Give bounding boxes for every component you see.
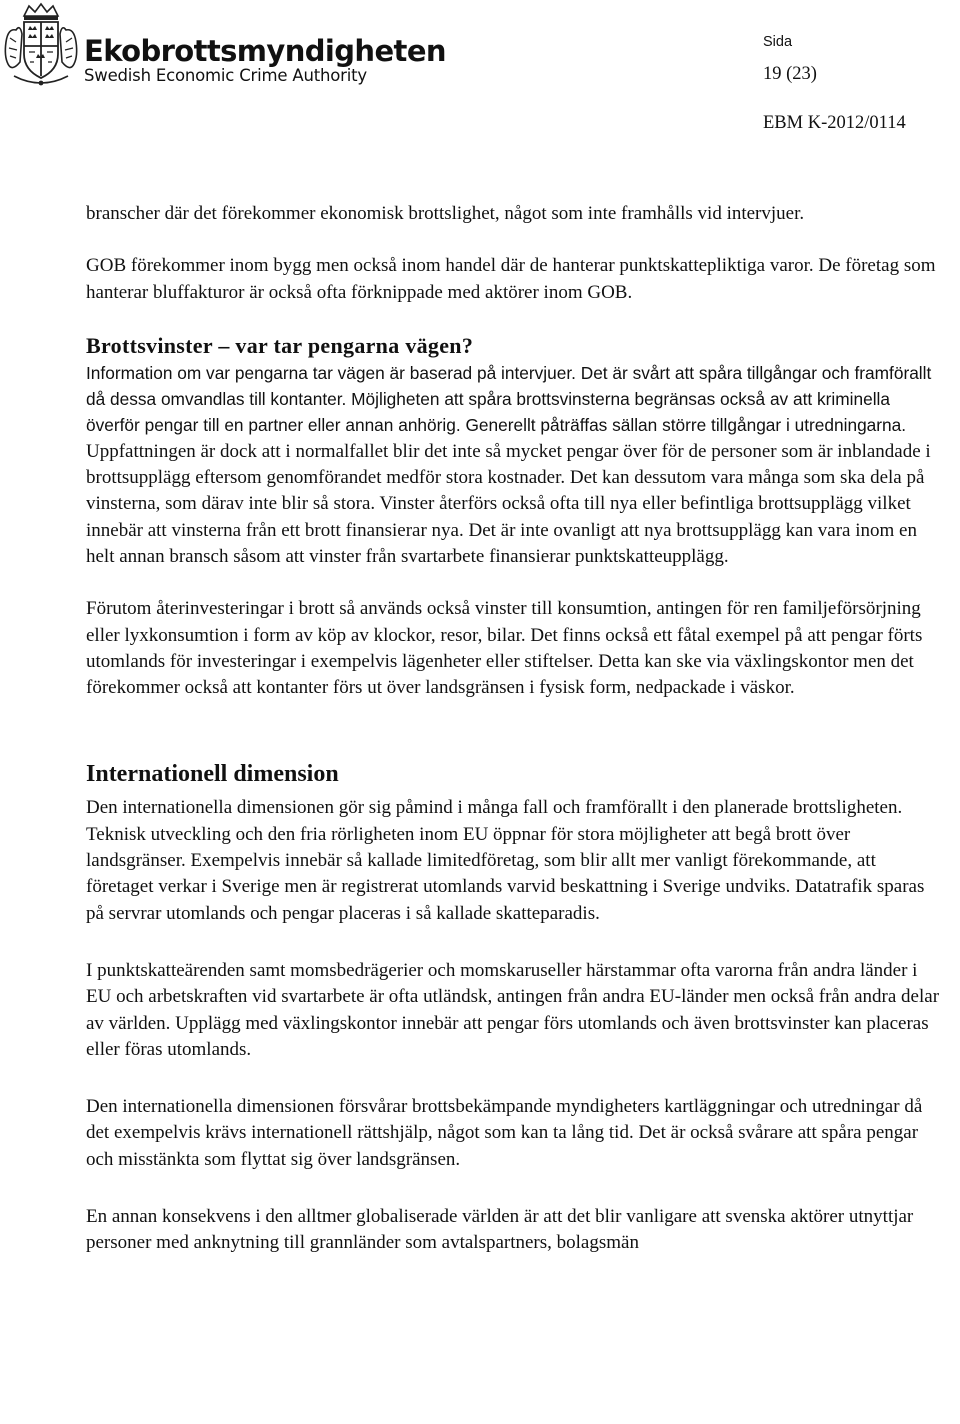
org-name-english: Swedish Economic Crime Authority [84,66,367,85]
document-reference: EBM K-2012/0114 [763,113,906,133]
paragraph-2: GOB förekommer inom bygg men också inom handel där de hanterar punktskattepliktiga varor. De företag som hanterar bluffakturor är också ofta förknippade med aktörer inom GOB. [86,255,936,303]
subheading-brottsvinster: Brottsvinster – var tar pengarna vägen? [86,332,474,358]
authority-logo [2,2,446,90]
heading-internationell-dimension: Internationell dimension [86,761,339,788]
paragraph-3a: Information om var pengarna tar vägen är baserad på intervjuer. Det är svårt att spåra tillgångar och framförallt då dessa omvandlas till kontanter. Möjligheten att spåra brottsvinsterna begränsas också av att kriminella överför pengar till en partner eller annan anhörig. Generellt påträffas sällan större tillgångar i utredningarna. [86,362,932,436]
org-name: Ekobrottsmyndigheten [84,34,446,68]
paragraph-8: En annan konsekvens i den alltmer globaliserade världen är att det blir vanligare att svenska aktörer utnyttjar personer med anknytning till grannländer som avtalspartners, bolagsmän [86,1206,914,1254]
paragraph-4: Förutom återinvesteringar i brott så används också vinster till konsumtion, antingen för ren familjeförsörjning eller lyxkonsumtion i form av köp av klockor, resor, bilar. Det finns också ett fåtal exempel på att pengar förts utomlands för investeringar i exempelvis lägenheter eller stiftelser. Detta kan ske via växlingskontor men det förekommer också att kontanter förs ut över landsgränsen i fysisk form, nedpackade i väskor. [86,598,923,699]
page-label: Sida [763,34,793,50]
paragraph-5: Den internationella dimensionen gör sig påmind i många fall och framförallt i den planerade brottsligheten. Teknisk utveckling och den fria rörligheten inom EU öppnar för stora möjligheter att begå brott över landsgränser. Exempelvis innebär så kallade limitedföretag, som blir allt mer vanligt förekommande, att företaget verkar i Sverige men är registrerat utomlands varvid beskattning i Sverige undviks. Datatrafik sparas på servrar utomlands och pengar placeras i så kallade skatteparadis. [86,797,925,924]
page-number: 19 (23) [763,64,817,84]
document-body [86,201,946,1283]
paragraph-1: branscher där det förekommer ekonomisk brottslighet, något som inte framhålls vid intervjuer. [86,203,805,224]
paragraph-6: I punktskatteärenden samt momsbedrägerier och momskaruseller härstammar ofta varorna från andra länder i EU och arbetskraften vid svartarbete är ofta utländsk, antingen från andra EU-länder men också från andra delar av världen. Upplägg med växlingskontor innebär att pengar förs utomlands och även brottsvinster kan placeras eller föras utomlands. [86,959,940,1060]
paragraph-7: Den internationella dimensionen försvårar brottsbekämpande myndigheters kartläggningar och utredningar då det exempelvis krävs internationell rättshjälp, något som kan ta lång tid. Det är också svårare att spåra pengar och misstänkta som flyttat sig över landsgränsen. [86,1096,923,1170]
coat-of-arms-icon [2,2,80,88]
paragraph-3b: Uppfattningen är dock att i normalfallet blir det inte så mycket pengar över för de personer som är inblandade i brottsupplägg eftersom genomförandet medför stora kostnader. Det kan dessutom vara många som ska dela på vinsterna, som därav inte blir så stora. Vinster återförs också ofta till nya eller befintliga brottsupplägg vilket innebär att vinsterna från ett brott finansierar nya. Det är inte ovanligt att nya brottsupplägg kan vara inom en helt annan bransch såsom att vinster från svartarbete finansierar punktskatteupplägg. [86,440,931,567]
